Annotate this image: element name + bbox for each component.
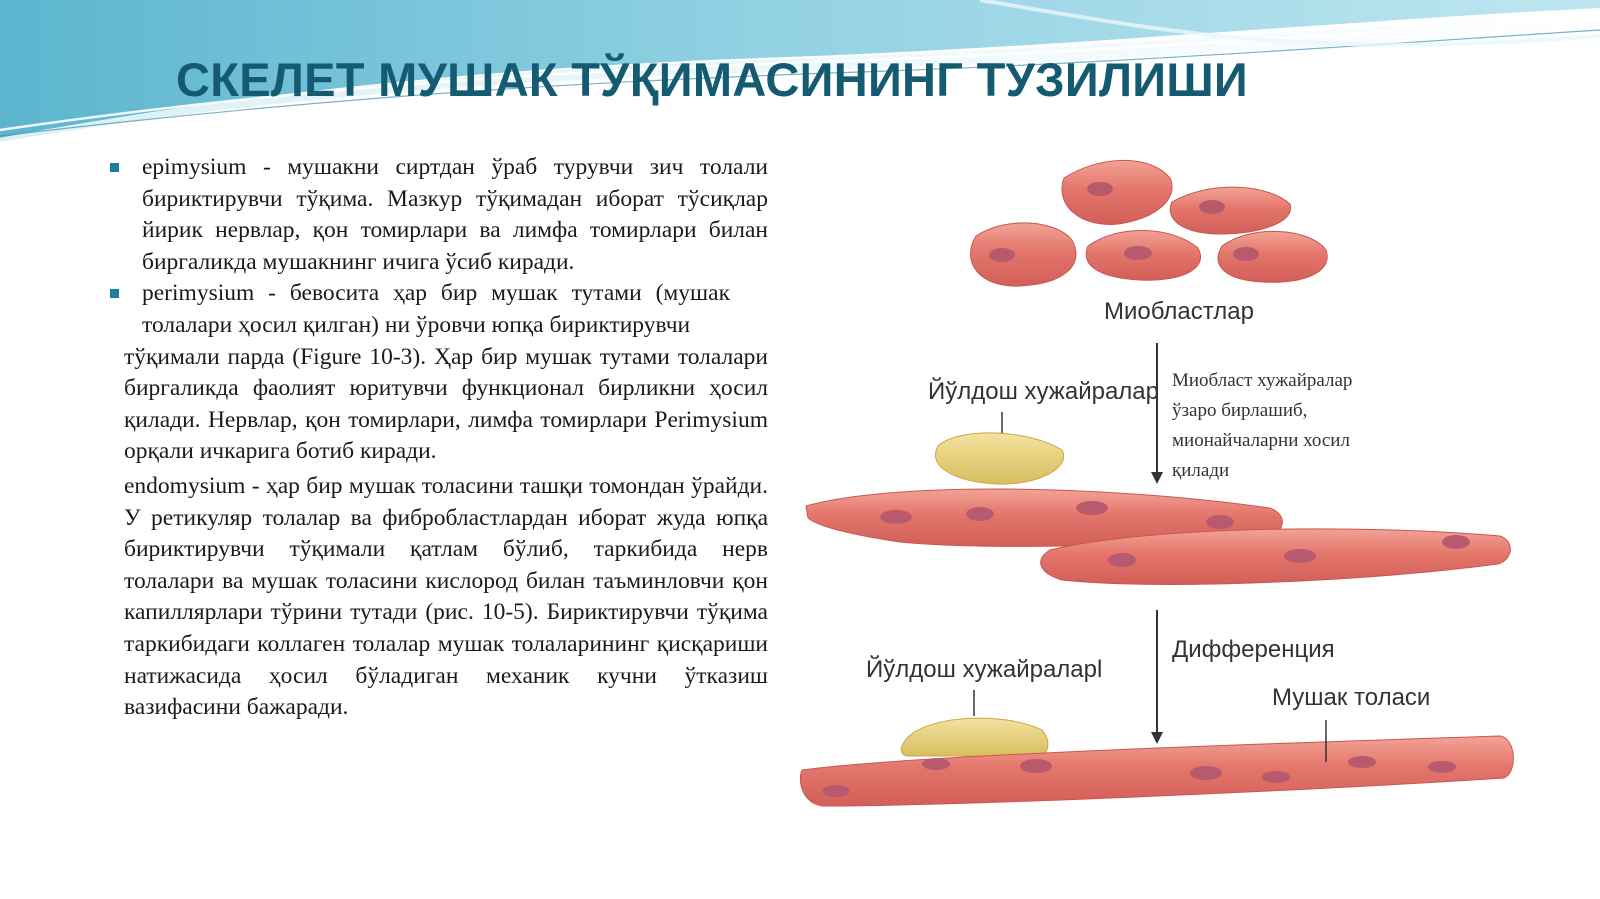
bullet-text: epimysium - мушакни сиртдан ўраб турувчи зич толали бириктирувчи тўқима. Мазкур тўқимадан иборат тўсиқлар йирик нервлар, қон томирлари ва лимфа томирлари билан биргаликда мушакнинг ичига ўсиб киради. [142, 154, 768, 275]
differentiation-label: Дифференция [1172, 636, 1335, 663]
body-text-column [110, 152, 768, 724]
satellite-cells-label: Йўлдош хужайралар [928, 378, 1159, 405]
muscle-development-figure [800, 150, 1530, 835]
myoblast-cells [970, 160, 1327, 286]
bullet-perimysium [110, 278, 768, 341]
myotube-cells [806, 489, 1510, 584]
figure-illustration [800, 150, 1530, 830]
arrow-down-icon [1151, 472, 1163, 484]
fusion-note-line: ўзаро бирлашиб, [1172, 400, 1308, 421]
fusion-note [1172, 366, 1352, 486]
satellite-cells-label-2: Йўлдош хужайраларl [866, 656, 1103, 683]
myoblasts-label: Миобластлар [1104, 298, 1254, 325]
page-title: СКЕЛЕТ МУШАК ТЎҚИМАСИНИНГ ТУЗИЛИШИ [176, 53, 1248, 106]
fusion-note-line: мионайчаларни хосил [1172, 430, 1350, 451]
bullet-text: perimysium - бевосита ҳар бир мушак тутами (мушак толалари ҳосил қилган) ни ўровчи юпқа бириктирувчи [142, 280, 730, 338]
perimysium-continuation: тўқимали парда (Figure 10-3). Ҳар бир мушак тутами толалари биргаликда фаолият юритувчи функционал бирликни ҳосил қилади. Нервлар, қон томирлари, лимфа томирлари Perimysium орқали ичкарига ботиб киради. [124, 343, 768, 465]
satellite-cell [901, 718, 1048, 756]
fusion-note-line: Миобласт хужайралар [1172, 370, 1353, 391]
endomysium-paragraph: endomysium - ҳар бир мушак толасини ташқи томондан ўрайди. У ретикуляр толалар ва фибробластлардан иборат жуда юпқа бириктирувчи тўқимали қатлам бўлиб, таркибида нерв толалари ва мушак толасини кислород билан таъминловчи қон капиллярлари тўрини тутади (рис. 10-5). Бириктирувчи тўқима таркибидаги коллаген толалар мушак толаларининг қисқариши натижасида ҳосил бўладиган механик кучни ўтказиш вазифасини бажаради. [124, 472, 768, 721]
bullet-square-icon [110, 163, 119, 172]
satellite-cell [935, 433, 1063, 484]
fusion-note-line: қилади [1172, 460, 1230, 481]
muscle-fiber-label: Мушак толаси [1272, 684, 1431, 711]
bullet-epimysium [110, 152, 768, 278]
arrow-down-icon [1151, 732, 1163, 744]
bullet-square-icon [110, 289, 119, 298]
